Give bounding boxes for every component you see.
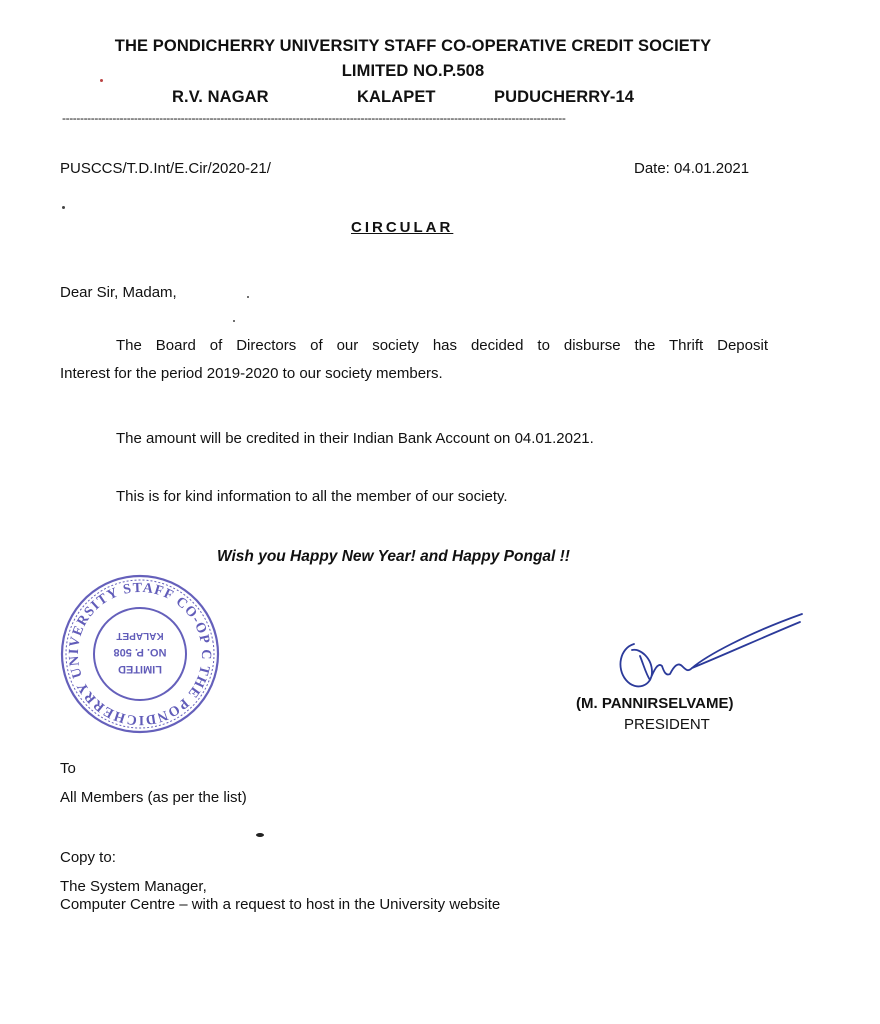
greeting-wish: Wish you Happy New Year! and Happy Pongal !! [217, 548, 570, 565]
to-label: To [60, 760, 76, 777]
paragraph-1 [60, 332, 768, 388]
paragraph-1-line2: Interest for the period 2019-2020 to our society members. [60, 365, 443, 382]
seal-center-line2: NO. P. 508 [113, 646, 167, 658]
scan-speck [256, 833, 264, 837]
paragraph-2: The amount will be credited in their Indian Bank Account on 04.01.2021. [116, 430, 594, 447]
seal-graphic [56, 572, 224, 736]
seal-center-line1: LIMITED [118, 663, 162, 675]
address-kalapet: KALAPET [357, 88, 436, 106]
society-name-line2: LIMITED NO.P.508 [341, 62, 485, 80]
society-seal-stamp [56, 572, 224, 736]
circular-date: Date: 04.01.2021 [634, 160, 750, 177]
paragraph-1-line1: The Board of Directors of our society has decided to disburse the Thrift Deposit [116, 337, 768, 354]
copy-to-line1: The System Manager, [60, 878, 207, 895]
scan-speck [247, 296, 249, 298]
president-signature [596, 596, 816, 706]
address-puducherry: PUDUCHERRY-14 [494, 88, 635, 106]
signatory-name: (M. PANNIRSELVAME) [576, 695, 734, 712]
scan-speck [62, 206, 65, 209]
salutation: Dear Sir, Madam, [60, 284, 177, 301]
seal-center-line3: KALAPET [116, 630, 164, 641]
handwritten-signature [596, 596, 816, 706]
society-name-line1: THE PONDICHERRY UNIVERSITY STAFF CO-OPERATIVE CREDIT SOCIETY [114, 37, 712, 55]
copy-to-line2: Computer Centre – with a request to host in the University website [60, 896, 501, 913]
paragraph-3: This is for kind information to all the member of our society. [116, 488, 508, 505]
circular-title: CIRCULAR [351, 219, 454, 236]
copy-to-label: Copy to: [60, 849, 116, 866]
header-dashed-rule: -------------------------------------------------------------------------------------------------------------------------------------------- [62, 113, 566, 123]
signatory-designation: PRESIDENT [624, 716, 710, 733]
to-recipients: All Members (as per the list) [60, 789, 247, 806]
seal-ring-text: THE PONDICHERRY UNIVERSITY STAFF CO-OP CREDIT [66, 580, 214, 728]
reference-number: PUSCCS/T.D.Int/E.Cir/2020-21/ [60, 160, 271, 177]
address-rv-nagar: R.V. NAGAR [172, 88, 269, 106]
scan-speck [233, 320, 235, 322]
scan-speck [100, 79, 103, 82]
